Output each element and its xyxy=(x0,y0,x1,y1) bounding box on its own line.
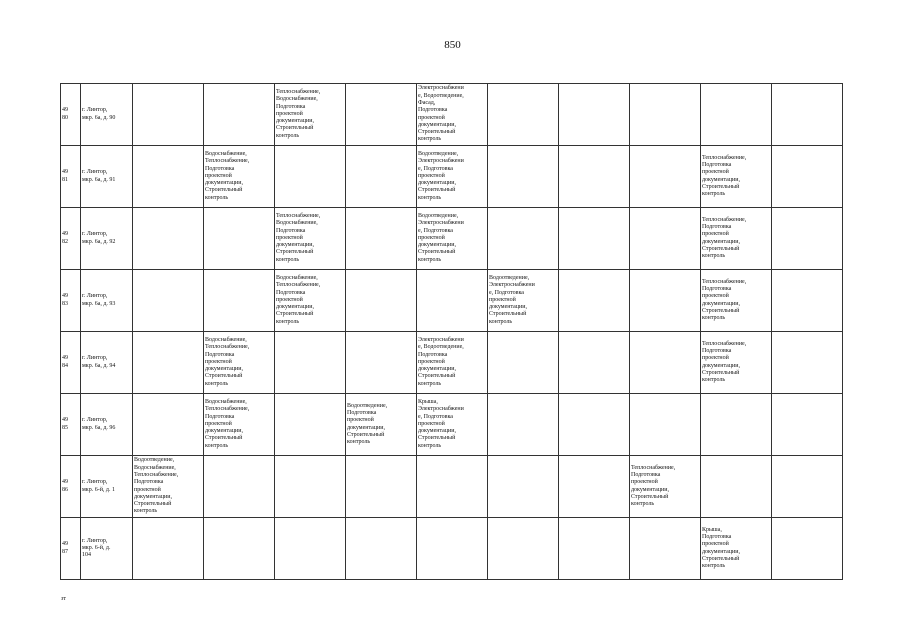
empty-cell xyxy=(630,394,701,456)
row-number-cell: 49 82 xyxy=(61,208,81,270)
empty-cell xyxy=(559,394,630,456)
empty-cell xyxy=(275,394,346,456)
table-row xyxy=(61,84,843,146)
empty-cell xyxy=(346,146,417,208)
table-row xyxy=(61,518,843,580)
work-type-cell: Водоснабжение, Теплоснабжение, Подготовка проектной документации, Строительный контроль xyxy=(204,146,275,208)
page-number: 850 xyxy=(444,39,461,51)
table-row xyxy=(61,146,843,208)
work-type-cell: Теплоснабжение, Водоснабжение, Подготовка проектной документации, Строительный контроль xyxy=(275,208,346,270)
empty-cell xyxy=(630,84,701,146)
empty-cell xyxy=(488,208,559,270)
empty-cell xyxy=(488,332,559,394)
row-number-cell: 49 84 xyxy=(61,332,81,394)
empty-cell xyxy=(346,208,417,270)
empty-cell xyxy=(630,332,701,394)
empty-cell xyxy=(133,84,204,146)
empty-cell xyxy=(772,84,843,146)
empty-cell xyxy=(346,456,417,518)
row-number-cell: 49 81 xyxy=(61,146,81,208)
footer-code: зт xyxy=(61,596,66,602)
address-cell: г. Линтор, мкр. 6а, д. 92 xyxy=(81,208,133,270)
address-cell: г. Линтор, мкр. 6а, д. 91 xyxy=(81,146,133,208)
empty-cell xyxy=(275,332,346,394)
empty-cell xyxy=(559,84,630,146)
empty-cell xyxy=(559,332,630,394)
empty-cell xyxy=(488,146,559,208)
empty-cell xyxy=(772,518,843,580)
empty-cell xyxy=(488,394,559,456)
empty-cell xyxy=(701,394,772,456)
empty-cell xyxy=(772,270,843,332)
address-cell: г. Линтор, мкр. 6а, д. 90 xyxy=(81,84,133,146)
empty-cell xyxy=(346,270,417,332)
work-type-cell: Крыша, Подготовка проектной документации, Строительный контроль xyxy=(701,518,772,580)
work-type-cell: Электроснабжени е, Водоотведение, Фасад, Подготовка проектной документации, Строительный контроль xyxy=(417,84,488,146)
empty-cell xyxy=(772,332,843,394)
address-cell: г. Линтор, мкр. 6а, д. 93 xyxy=(81,270,133,332)
empty-cell xyxy=(772,208,843,270)
empty-cell xyxy=(133,146,204,208)
empty-cell xyxy=(417,270,488,332)
address-cell: г. Линтор, мкр. 6а, д. 96 xyxy=(81,394,133,456)
work-type-cell: Водоотведение, Электроснабжени е, Подготовка проектной документации, Строительный контроль xyxy=(488,270,559,332)
empty-cell xyxy=(204,208,275,270)
address-cell: г. Линтор, мкр. 6-й, д. 104 xyxy=(81,518,133,580)
table-row xyxy=(61,456,843,518)
address-cell: г. Линтор, мкр. 6-й, д. 1 xyxy=(81,456,133,518)
work-type-cell: Водоснабжение, Теплоснабжение, Подготовка проектной документации, Строительный контроль xyxy=(204,394,275,456)
empty-cell xyxy=(630,518,701,580)
table-row xyxy=(61,394,843,456)
empty-cell xyxy=(346,84,417,146)
empty-cell xyxy=(417,456,488,518)
empty-cell xyxy=(133,332,204,394)
empty-cell xyxy=(275,146,346,208)
row-number-cell: 49 85 xyxy=(61,394,81,456)
work-type-cell: Водоснабжение, Теплоснабжение, Подготовка проектной документации, Строительный контроль xyxy=(204,332,275,394)
empty-cell xyxy=(275,518,346,580)
work-type-cell: Теплоснабжение, Подготовка проектной документации, Строительный контроль xyxy=(701,332,772,394)
empty-cell xyxy=(488,518,559,580)
empty-cell xyxy=(204,270,275,332)
empty-cell xyxy=(346,332,417,394)
empty-cell xyxy=(559,146,630,208)
work-type-cell: Теплоснабжение, Водоснабжение, Подготовка проектной документации, Строительный контроль xyxy=(275,84,346,146)
empty-cell xyxy=(133,208,204,270)
work-type-cell: Электроснабжени е, Водоотведение, Подготовка проектной документации, Строительный контроль xyxy=(417,332,488,394)
empty-cell xyxy=(701,456,772,518)
empty-cell xyxy=(701,84,772,146)
work-type-cell: Водоотведение, Электроснабжени е, Подготовка проектной документации, Строительный контроль xyxy=(417,146,488,208)
empty-cell xyxy=(204,84,275,146)
row-number-cell: 49 86 xyxy=(61,456,81,518)
empty-cell xyxy=(772,394,843,456)
row-number-cell: 49 80 xyxy=(61,84,81,146)
work-type-cell: Теплоснабжение, Подготовка проектной документации, Строительный контроль xyxy=(701,270,772,332)
empty-cell xyxy=(559,456,630,518)
empty-cell xyxy=(630,270,701,332)
empty-cell xyxy=(772,456,843,518)
row-number-cell: 49 83 xyxy=(61,270,81,332)
work-type-cell: Крыша, Электроснабжени е, Подготовка проектной документации, Строительный контроль xyxy=(417,394,488,456)
empty-cell xyxy=(204,518,275,580)
row-number-cell: 49 87 xyxy=(61,518,81,580)
empty-cell xyxy=(204,456,275,518)
empty-cell xyxy=(133,518,204,580)
empty-cell xyxy=(488,456,559,518)
empty-cell xyxy=(275,456,346,518)
work-type-cell: Водоотведение, Водоснабжение, Теплоснабжение, Подготовка проектной документации, Строительный контроль xyxy=(133,456,204,518)
empty-cell xyxy=(133,394,204,456)
empty-cell xyxy=(559,518,630,580)
empty-cell xyxy=(559,208,630,270)
empty-cell xyxy=(630,146,701,208)
empty-cell xyxy=(559,270,630,332)
address-cell: г. Линтор, мкр. 6а, д. 94 xyxy=(81,332,133,394)
empty-cell xyxy=(488,84,559,146)
work-type-cell: Теплоснабжение, Подготовка проектной документации, Строительный контроль xyxy=(630,456,701,518)
empty-cell xyxy=(346,518,417,580)
work-type-cell: Водоснабжение, Теплоснабжение, Подготовка проектной документации, Строительный контроль xyxy=(275,270,346,332)
work-schedule-table xyxy=(60,83,843,580)
work-type-cell: Водоотведение, Подготовка проектной документации, Строительный контроль xyxy=(346,394,417,456)
table-row xyxy=(61,270,843,332)
empty-cell xyxy=(133,270,204,332)
work-type-cell: Теплоснабжение, Подготовка проектной документации, Строительный контроль xyxy=(701,208,772,270)
empty-cell xyxy=(417,518,488,580)
empty-cell xyxy=(630,208,701,270)
table-row xyxy=(61,332,843,394)
work-type-cell: Водоотведение, Электроснабжени е, Подготовка проектной документации, Строительный контроль xyxy=(417,208,488,270)
table-row xyxy=(61,208,843,270)
empty-cell xyxy=(772,146,843,208)
work-type-cell: Теплоснабжение, Подготовка проектной документации, Строительный контроль xyxy=(701,146,772,208)
